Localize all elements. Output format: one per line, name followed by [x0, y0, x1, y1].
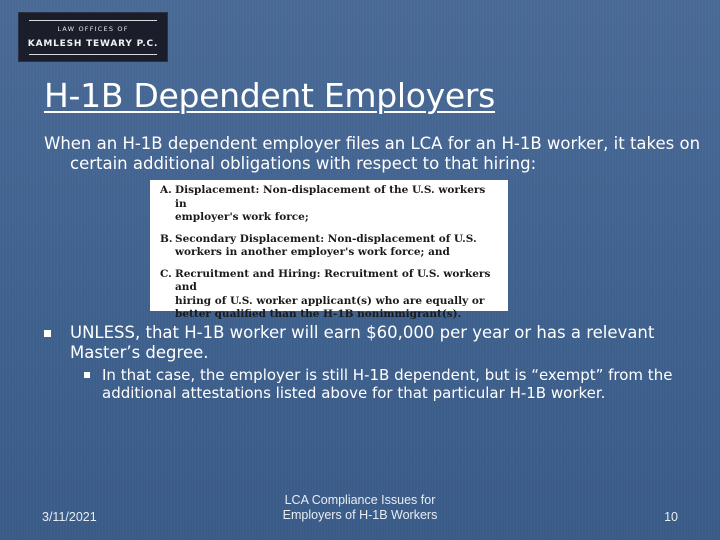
figure-item-text: Recruitment and Hiring: Recruitment of U.S. workers and hiring of U.S. worker applicant(s) who are equally or better qualified than the H-1B nonimmigrant(s). — [175, 267, 491, 320]
figure-item-a — [160, 184, 500, 225]
figure-item-text: Secondary Displacement: Non-displacement of U.S. workers in another employer's work force; and — [175, 232, 477, 258]
footer-title — [240, 493, 480, 523]
main-bullet-text: UNLESS, that H-1B worker will earn $60,000 per year or has a relevant Master’s degree. — [70, 323, 655, 362]
footer-date: 3/11/2021 — [42, 510, 97, 524]
square-bullet-icon — [44, 330, 51, 337]
figure-item-letter: A. — [160, 184, 172, 196]
slide-title: H-1B Dependent Employers — [44, 76, 496, 115]
page-number: 10 — [664, 510, 678, 524]
sub-bullet — [84, 366, 694, 402]
figure-item-text: Displacement: Non-displacement of the U.S. workers in employer's work force; — [175, 184, 486, 223]
logo-line-1: LAW OFFICES OF — [57, 25, 129, 33]
logo-bottom-rule — [29, 54, 157, 55]
sub-bullet-text: In that case, the employer is still H-1B dependent, but is “exempt” from the additional attestations listed above for that particular H-1B worker. — [102, 366, 673, 402]
square-bullet-icon — [84, 372, 90, 378]
main-bullet — [44, 323, 684, 363]
logo-line-2: KAMLESH TEWARY P.C. — [27, 39, 159, 49]
figure-item-b — [160, 233, 500, 260]
logo-top-rule — [29, 20, 157, 21]
law-office-logo — [18, 12, 168, 62]
figure-item-c — [160, 268, 500, 322]
footer-title-line-2: Employers of H-1B Workers — [282, 508, 438, 522]
figure-item-letter: C. — [160, 267, 172, 280]
obligations-figure — [150, 180, 508, 320]
figure-item-letter: B. — [160, 232, 173, 245]
footer-title-line-1: LCA Compliance Issues for — [284, 493, 436, 507]
intro-paragraph: When an H-1B dependent employer files an LCA for an H-1B worker, it takes on certain additional obligations with respect to that hiring: — [44, 134, 701, 173]
